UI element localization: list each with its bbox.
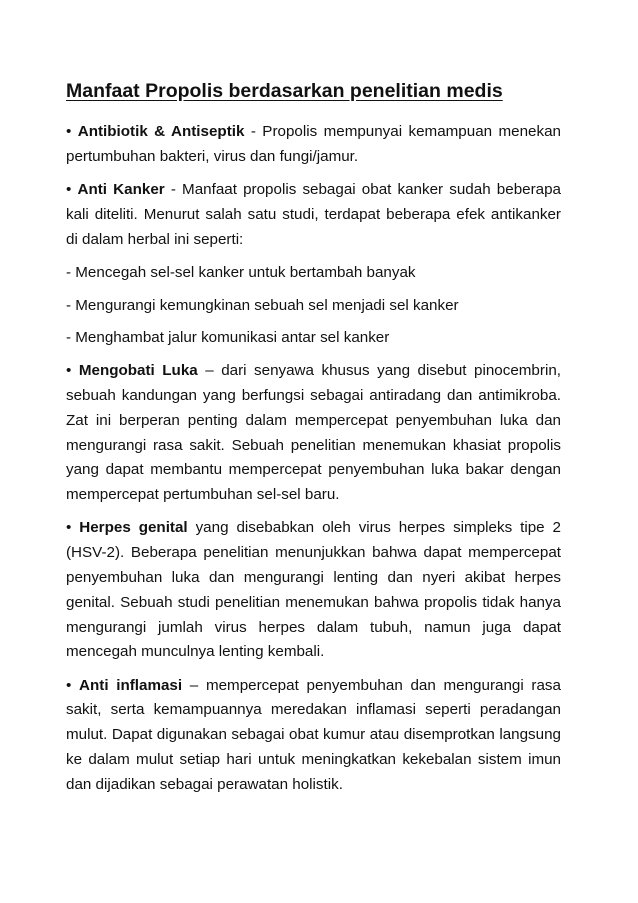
dash-item: - Mencegah sel-sel kanker untuk bertambah banyak — [66, 263, 416, 281]
dash-item: - Mengurangi kemungkinan sebuah sel menjadi sel kanker — [66, 296, 459, 314]
term-herpes-genital: Herpes genital — [79, 519, 188, 537]
paragraph-herpes-genital — [66, 516, 561, 665]
paragraph-mengobati-luka — [66, 359, 561, 508]
paragraph-text: – dari senyawa khusus yang disebut pinocembrin, sebuah kandungan yang berfungsi sebagai antiradang dan antimikroba. Zat ini berperan penting dalam mempercepat penyembuhan luka dan mengurangi rasa sakit. Sebuah penelitian menemukan khasiat propolis yang dapat membantu mempercepat penyembuhan luka bakar dengan mempercepat pertumbuhan sel-sel baru. — [66, 362, 561, 504]
page-title: Manfaat Propolis berdasarkan penelitian medis — [66, 80, 503, 102]
bullet: • — [66, 180, 72, 198]
term-anti-inflamasi: Anti inflamasi — [79, 676, 183, 694]
paragraph-antibiotik — [66, 120, 561, 170]
term-anti-kanker: Anti Kanker — [77, 180, 165, 198]
paragraph-anti-kanker — [66, 178, 561, 252]
bullet: • — [66, 519, 72, 537]
paragraph-text: - Propolis mempunyai kemampuan menekan pertumbuhan bakteri, virus dan fungi/jamur. — [66, 123, 561, 165]
term-antibiotik: Antibiotik & Antiseptik — [77, 123, 245, 140]
paragraph-text: – mempercepat penyembuhan dan mengurangi rasa sakit, serta kemampuannya meredakan inflamasi seperti peradangan mulut. Dapat digunakan sebagai obat kumur atau disemprotkan langsung ke dalam mulut setiap hari untuk meningkatkan kekebalan sistem imun dan dijadikan sebagai perawatan holistik. — [66, 676, 561, 793]
paragraph-anti-inflamasi — [66, 674, 561, 798]
term-mengobati-luka: Mengobati Luka — [78, 362, 198, 380]
paragraph-text: yang disebabkan oleh virus herpes simpleks tipe 2 (HSV-2). Beberapa penelitian menunjukkan bahwa dapat mempercepat penyembuhan luka dan mengurangi lenting dan nyeri akibat herpes genital. Sebuah studi penelitian menemukan bahwa propolis tidak hanya mengurangi jumlah virus herpes dalam tubuh, namun juga dapat mencegah munculnya lenting kembali. — [66, 519, 561, 661]
dash-item: - Menghambat jalur komunikasi antar sel kanker — [66, 329, 390, 347]
bullet: • — [66, 362, 72, 380]
paragraph-text: - Manfaat propolis sebagai obat kanker sudah beberapa kali diteliti. Menurut salah satu studi, terdapat beberapa efek antikanker di dalam herbal ini seperti: — [66, 180, 561, 248]
bullet: • — [66, 123, 72, 140]
bullet: • — [66, 676, 72, 694]
document-page — [66, 78, 561, 806]
